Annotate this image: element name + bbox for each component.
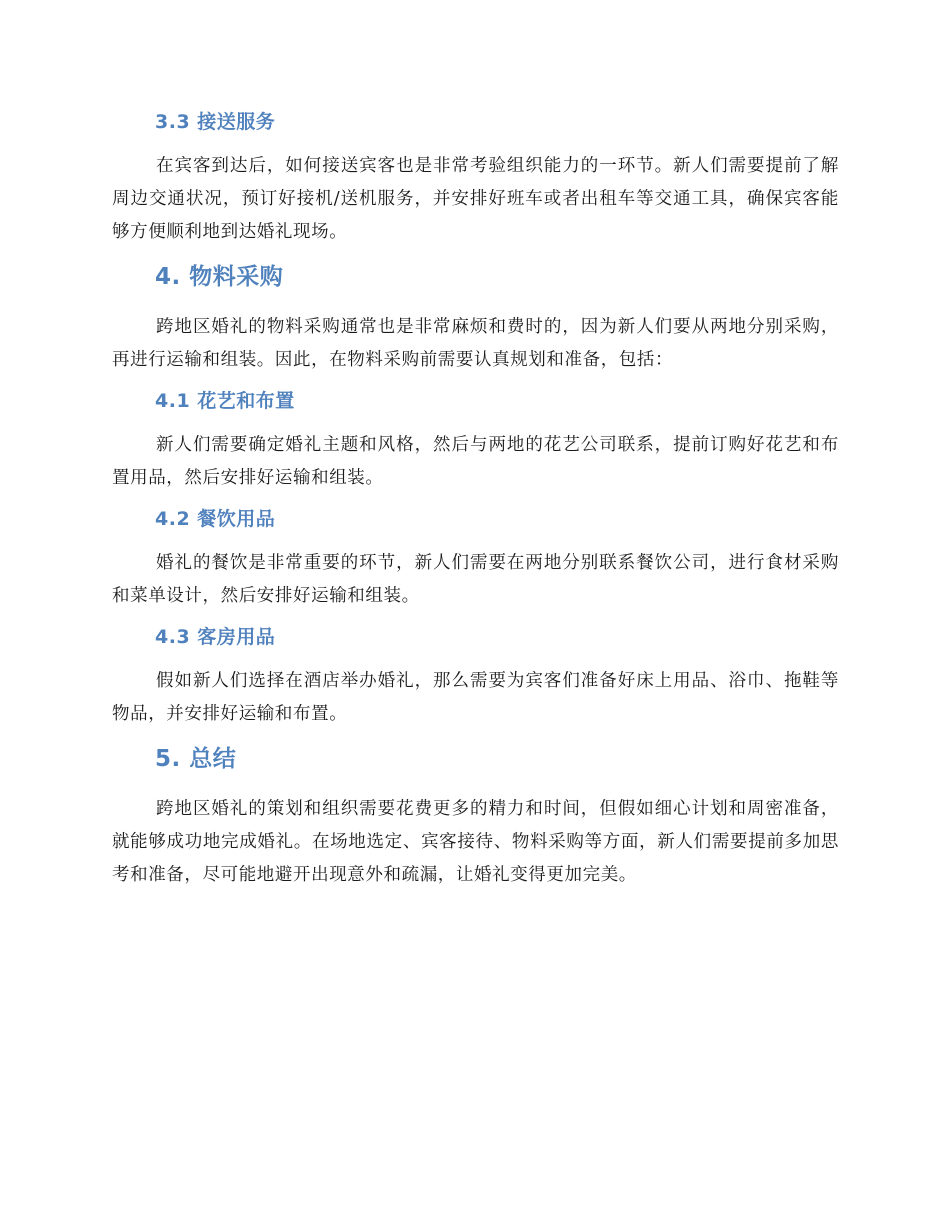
section-paragraph-4-3: 假如新人们选择在酒店举办婚礼，那么需要为宾客们准备好床上用品、浴巾、拖鞋等物品，并安排好运输和布置。 <box>112 671 839 724</box>
section-paragraph-4-1: 新人们需要确定婚礼主题和风格，然后与两地的花艺公司联系，提前订购好花艺和布置用品，然后安排好运输和组装。 <box>112 435 839 488</box>
section-paragraph-4-2: 婚礼的餐饮是非常重要的环节，新人们需要在两地分别联系餐饮公司，进行食材采购和菜单设计，然后安排好运输和组装。 <box>112 553 839 606</box>
section-paragraph-4: 跨地区婚礼的物料采购通常也是非常麻烦和费时的，因为新人们要从两地分别采购，再进行运输和组装。因此，在物料采购前需要认真规划和准备，包括： <box>112 317 839 370</box>
section-heading-4-1: 4.1 花艺和布置 <box>155 390 295 412</box>
section-heading-4-3: 4.3 客房用品 <box>155 626 276 648</box>
section-paragraph-5: 跨地区婚礼的策划和组织需要花费更多的精力和时间，但假如细心计划和周密准备，就能够成功地完成婚礼。在场地选定、宾客接待、物料采购等方面，新人们需要提前多加思考和准备，尽可能地避开出现意外和疏漏，让婚礼变得更加完美。 <box>112 799 839 885</box>
section-heading-4: 4. 物料采购 <box>155 264 284 290</box>
section-heading-4-2: 4.2 餐饮用品 <box>155 508 276 530</box>
section-heading-3-3: 3.3 接送服务 <box>155 111 276 133</box>
section-heading-5: 5. 总结 <box>155 746 237 772</box>
section-paragraph-3-3: 在宾客到达后，如何接送宾客也是非常考验组织能力的一环节。新人们需要提前了解周边交通状况，预订好接机/送机服务，并安排好班车或者出租车等交通工具，确保宾客能够方便顺利地到达婚礼现场。 <box>112 156 839 242</box>
document-content <box>112 108 839 902</box>
